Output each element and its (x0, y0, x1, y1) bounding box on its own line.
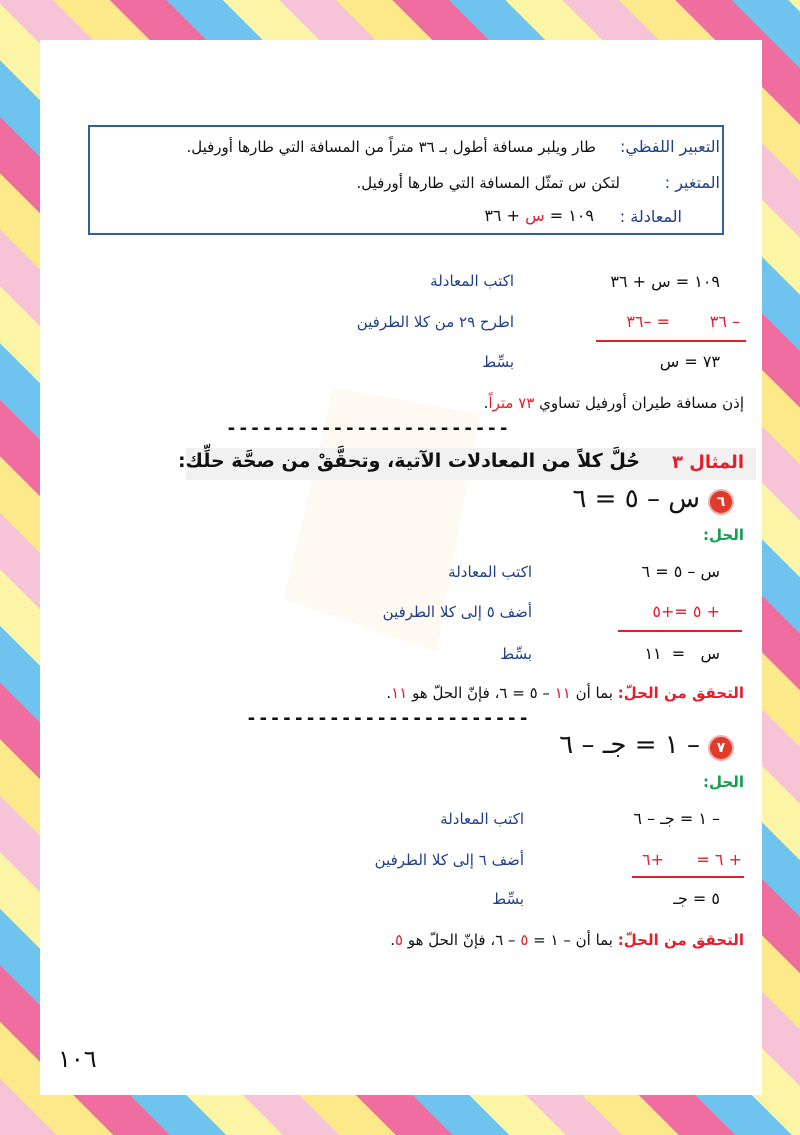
p6-step2-eq: + ٥ =+٥ (652, 602, 720, 621)
p7-step3-note: بسِّط (492, 890, 524, 908)
variable-label: المتغير : (664, 173, 720, 192)
page (40, 40, 762, 1095)
p6-check-text-a: بما أن (575, 684, 613, 702)
p7-check (390, 931, 744, 949)
variable-text: لتكن س تمثّل المسافة التي طارها أورفيل. (356, 174, 620, 192)
s1-step1-note: اكتب المعادلة (430, 272, 514, 290)
conclusion-end: . (483, 394, 489, 412)
page-number: ١٠٦ (58, 1045, 97, 1073)
equation-label: المعادلة : (619, 207, 682, 226)
p7-check-text-a: بما أن – ١ = (533, 931, 613, 949)
divider-1: ------------------------ (226, 418, 511, 439)
p6-check-end: . (386, 684, 392, 702)
problem6-equation: س – ٥ = ٦ (572, 484, 700, 514)
problem6-solution-label: الحل: (703, 526, 744, 544)
p7-step1-eq: – ١ = جـ – ٦ (633, 809, 720, 828)
equation-part2: + ٣٦ (484, 206, 520, 225)
s1-step3-eq: ٧٣ = س (659, 352, 720, 371)
example3-title: حُلَّ كلاً من المعادلات الآتية، وتحقَّقْ من صحَّة حلِّك: (177, 450, 640, 472)
p7-check-text-b: – ٦، فإنّ الحلّ هو (407, 931, 516, 949)
p6-check-text-b: – ٥ = ٦، فإنّ الحلّ هو (412, 684, 550, 702)
p6-step3-note: بسِّط (500, 645, 532, 663)
p6-check-value-a: ١١ (554, 684, 571, 702)
s1-step2-eq-a: – ٣٦ (709, 312, 740, 331)
problem7-number-badge: ٧ (708, 735, 734, 761)
equation-var: س (525, 206, 545, 225)
s1-step2-note: اطرح ٢٩ من كلا الطرفين (356, 313, 514, 331)
verbal-label: التعبير اللفظي: (620, 137, 720, 156)
equation-part1: ١٠٩ = (549, 206, 594, 225)
p6-step3-eq: س = ١١ (644, 644, 720, 663)
p6-check (386, 684, 744, 702)
problem7-equation: – ١ = جـ – ٦ (559, 730, 700, 760)
conclusion-value: ٧٣ متراً (488, 394, 535, 412)
box-equation (484, 206, 594, 225)
p7-underline (632, 876, 744, 878)
p7-step2-eq-b: +٦ (642, 850, 664, 869)
p7-step3-eq: ٥ = جـ (673, 889, 720, 908)
p6-check-value-b: ١١ (391, 684, 408, 702)
p7-check-end: . (390, 931, 396, 949)
p6-underline (618, 630, 742, 632)
s1-underline (596, 340, 746, 342)
example3-label: المثال ٣ (672, 452, 744, 473)
p7-step1-note: اكتب المعادلة (440, 810, 524, 828)
p6-step2-note: أضف ٥ إلى كلا الطرفين (382, 603, 532, 621)
p7-step2-note: أضف ٦ إلى كلا الطرفين (374, 851, 524, 869)
s1-step1-eq: ١٠٩ = س + ٣٦ (610, 272, 720, 291)
problem6-number-badge: ٦ (708, 489, 734, 515)
p7-check-label: التحقق من الحلّ: (617, 931, 744, 949)
p6-step1-note: اكتب المعادلة (448, 563, 532, 581)
verbal-text: طار ويلبر مسافة أطول بـ ٣٦ متراً من المسافة التي طارها أورفيل. (186, 138, 596, 156)
problem7-solution-label: الحل: (703, 773, 744, 791)
s1-conclusion (484, 394, 744, 412)
p6-step1-eq: س – ٥ = ٦ (641, 562, 720, 581)
p7-step2-eq-a: + ٦ = (696, 850, 742, 869)
p7-check-value-a: ٥ (520, 931, 529, 949)
divider-2: ------------------------ (246, 708, 531, 729)
s1-step3-note: بسِّط (482, 353, 514, 371)
p7-check-value-b: ٥ (395, 931, 404, 949)
p6-check-label: التحقق من الحلّ: (617, 684, 744, 702)
s1-step2-eq-b: = –٣٦ (626, 312, 670, 331)
conclusion-prefix: إذن مسافة طيران أورفيل تساوي (539, 394, 744, 412)
